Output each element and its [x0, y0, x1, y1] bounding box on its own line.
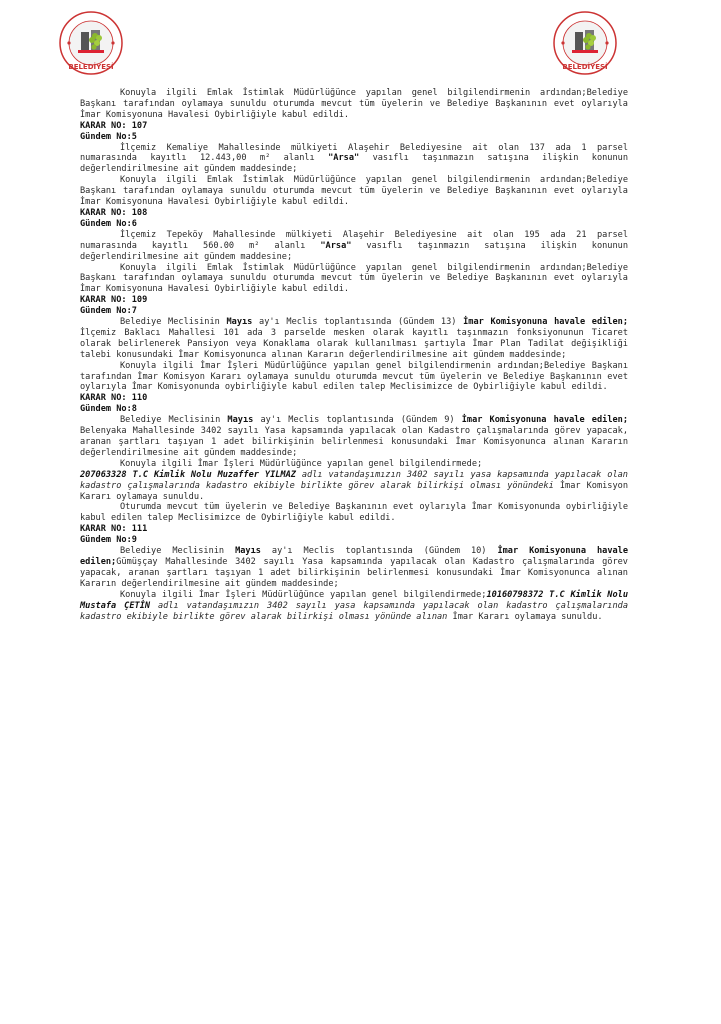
karar-110-number: KARAR NO: 110	[80, 393, 148, 404]
municipality-seal-left	[58, 10, 124, 76]
karar-107-gundem: Gündem No:5	[80, 131, 137, 142]
karar-108-gundem: Gündem No:6	[80, 218, 137, 229]
municipality-seal-right	[552, 10, 618, 76]
karar-110-gundem: Gündem No:8	[80, 404, 137, 415]
karar-110-paragraph-2: Konuyla ilgili İmar İşleri Müdürlüğünce yapılan genel bilgilendirmede;	[120, 458, 483, 469]
karar-111-paragraph-2: Konuyla ilgili İmar İşleri Müdürlüğünce yapılan genel bilgilendirmede;10160798372 T.C Kimlik Nolu Mustafa ÇETİN adlı vatandaşımızın 3402 sayılı yasa kapsamında yapılacak olan kadastro çalışmalarında kadastro ekibiyle birlikte görev alarak bilirkişi olması yönünde alınan İmar Kararı oylamaya sunuldu.	[80, 589, 629, 622]
svg-text:BELEDİYESİ: BELEDİYESİ	[562, 63, 608, 71]
karar-108-paragraph-2: Konuyla ilgili Emlak İstimlak Müdürlüğünce yapılan genel bilgilendirmenin ardından;Belediye Başkanı tarafından oylamaya sunuldu oturumda mevcut tüm üyelerin ve Belediye Başkanının evet oylarıyla İmar Komisyonuna Havalesi Oybirliğiyle kabul edildi.	[80, 262, 628, 295]
karar-111-paragraph-1: Belediye Meclisinin Mayıs ay'ı Meclis toplantısında (Gündem 10) İmar Komisyonuna havale edilen;Gümüşçay Mahallesinde 3402 sayılı Yasa kapsamında yapılacak olan Kadastro çalışmalarında görev yapacak, aranan şartları taşıyan 1 adet bilirkişinin belirlenmesi konusundaki İmar Komisyonunca alınan Kararın değerlendirilmesine ait gündem maddesinde;	[80, 546, 629, 589]
karar-111-gundem: Gündem No:9	[80, 535, 137, 546]
karar-110-paragraph-4: Oturumda mevcut tüm üyelerin ve Belediye Başkanının evet oylarıyla İmar Komisyonunda oybirliğiyle kabul edilen talep Meclisimizce de Oybirliğiyle kabul edildi.	[80, 502, 628, 524]
svg-text:BELEDİYESİ: BELEDİYESİ	[68, 63, 114, 71]
karar-108-number: KARAR NO: 108	[80, 207, 148, 218]
karar-107-number: KARAR NO: 107	[80, 120, 148, 131]
karar-111-number: KARAR NO: 111	[80, 524, 148, 535]
karar-109-paragraph-2: Konuyla ilgili İmar İşleri Müdürlüğünce yapılan genel bilgilendirmenin ardından;Belediye Başkanı tarafından İmar Komisyon Kararı oylamaya sunuldu oturumda mevcut tüm üyelerin ve Belediye Başkanının evet oylarıyla İmar Komisyonunda oybirliğiyle kabul edilen talep Meclisimizce de Oybirliğiyle kabul edildi.	[80, 360, 628, 393]
karar-109-number: KARAR NO: 109	[80, 295, 148, 306]
karar-107-paragraph-1: İlçemiz Kemaliye Mahallesinde mülkiyeti Alaşehir Belediyesine ait olan 137 ada 1 parsel numarasında kayıtlı 12.443,00 m² alanlı "Arsa" vasıflı taşınmazın satışına ilişkin konunun değerlendirilmesine ait gündem maddesinde;	[80, 142, 628, 175]
intro-paragraph: Konuyla ilgili Emlak İstimlak Müdürlüğünce yapılan genel bilgilendirmenin ardından;Belediye Başkanı tarafından oylamaya sunuldu oturumda mevcut tüm üyelerin ve Belediye Başkanının evet oylarıyla İmar Komisyonuna Havalesi Oybirliğiyle kabul edildi.	[80, 88, 628, 120]
karar-109-paragraph-1: Belediye Meclisinin Mayıs ay'ı Meclis toplantısında (Gündem 13) İmar Komisyonuna havale edilen; İlçemiz Baklacı Mahallesi 101 ada 3 parselde mesken olarak kayıtlı taşınmazın fonksiyonunun Ticaret olarak belirlenerek Pansiyon veya Konaklama olarak kullanılması şartıyla İmar Plan Tadilat değişikliği talebi konusundaki İmar Komisyonunca alınan Kararın değerlendirilmesine ait gündem maddesinde;	[80, 317, 629, 360]
karar-107-paragraph-2: Konuyla ilgili Emlak İstimlak Müdürlüğünce yapılan genel bilgilendirmenin ardından;Belediye Başkanı tarafından oylamaya sunuldu oturumda mevcut tüm üyelerin ve Belediye Başkanının evet oylarıyla İmar Komisyonuna Havalesi Oybirliğiyle kabul edildi.	[80, 175, 628, 208]
karar-108-paragraph-1: İlçemiz Tepeköy Mahallesinde mülkiyeti Alaşehir Belediyesine ait olan 195 ada 21 parsel numarasında kayıtlı 560.00 m² alanlı "Arsa" vasıflı taşınmazın satışına ilişkin konunun değerlendirilmesine ait gündem maddesine;	[80, 229, 629, 262]
karar-110-paragraph-1: Belediye Meclisinin Mayıs ay'ı Meclis toplantısında (Gündem 9) İmar Komisyonuna havale edilen; Belenyaka Mahallesinde 3402 sayılı Yasa kapsamında yapılacak olan Kadastro çalışmalarında görev yapacak, aranan şartları taşıyan 1 adet bilirkişinin belirlenmesi konusundaki İmar Komisyonunca alınan Kararın değerlendirilmesine ait gündem maddesinde;	[80, 415, 629, 458]
document-body	[80, 88, 628, 622]
karar-109-gundem: Gündem No:7	[80, 306, 137, 317]
karar-110-paragraph-3: 207063328 T.C Kimlik Nolu Muzaffer YILMAZ adlı vatandaşımızın 3402 sayılı yasa kapsamında yapılacak olan kadastro çalışmalarında kadastro ekibiyle birlikte görev alarak bilirkişi olması yönündeki İmar Komisyon Kararı oylamaya sunuldu.	[80, 469, 629, 502]
